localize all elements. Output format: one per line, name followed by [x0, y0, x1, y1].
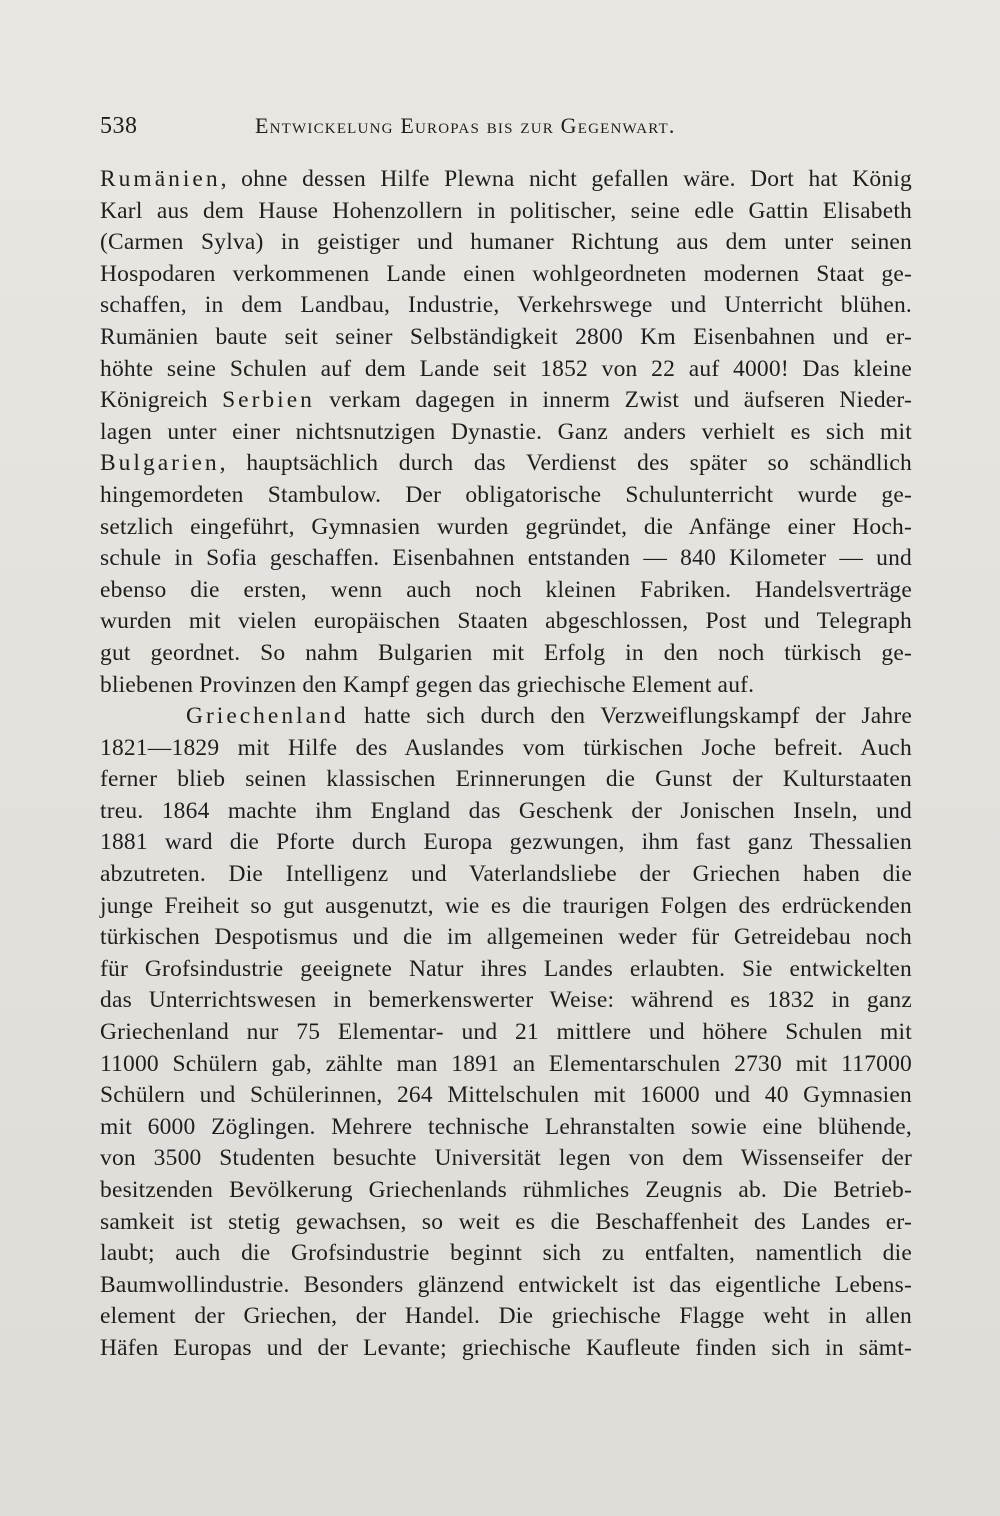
text-run: 1881 ward die Pforte durch Europa gezwungen, ihm fast ganz Thessalien	[100, 829, 912, 856]
text-run: Baumwollindustrie. Besonders glänzend entwickelt ist das eigentliche Lebens-	[100, 1271, 912, 1298]
text-run: Rumänien baute seit seiner Selbständigkeit 2800 Km Eisenbahnen und er-	[100, 323, 912, 350]
text-run: lagen unter einer nichtsnutzigen Dynastie. Ganz anders verhielt es sich mit	[100, 418, 912, 445]
text-run: 11000 Schülern gab, zählte man 1891 an Elementarschulen 2730 mit 117000	[100, 1050, 912, 1077]
text-run: gut geordnet. So nahm Bulgarien mit Erfolg in den noch türkisch ge-	[100, 639, 912, 666]
text-run: höhte seine Schulen auf dem Lande seit 1852 von 22 auf 4000! Das kleine	[100, 355, 912, 382]
text-run: schaffen, in dem Landbau, Industrie, Verkehrswege und Unterricht blühen.	[100, 292, 912, 319]
text-line	[100, 417, 912, 449]
emphasized-name: Bulgarien	[100, 450, 220, 477]
text-line	[100, 448, 912, 480]
text-run: Schülern und Schülerinnen, 264 Mittelschulen mit 16000 und 40 Gymnasien	[100, 1082, 912, 1109]
text-line	[100, 575, 912, 607]
text-run: abzutreten. Die Intelligenz und Vaterlandsliebe der Griechen haben die	[100, 861, 912, 888]
text-line	[100, 1080, 912, 1112]
text-line	[100, 1143, 912, 1175]
text-line	[100, 701, 912, 733]
text-run: element der Griechen, der Handel. Die griechische Flagge weht in allen	[100, 1303, 912, 1330]
text-run: ferner blieb seinen klassischen Erinnerungen die Gunst der Kulturstaaten	[100, 766, 912, 793]
text-line	[100, 1238, 912, 1270]
text-line	[100, 354, 912, 386]
text-line	[100, 543, 912, 575]
text-line	[100, 638, 912, 670]
text-run: für Grofsindustrie geeignete Natur ihres Landes erlaubten. Sie entwickelten	[100, 955, 912, 982]
text-line	[100, 322, 912, 354]
text-run: das Unterrichtswesen in bemerkenswerter Weise: während es 1832 in ganz	[100, 987, 912, 1014]
text-line	[100, 164, 912, 196]
text-line	[100, 670, 912, 702]
text-run: , ohne dessen Hilfe Plewna nicht gefallen wäre. Dort hat König	[220, 166, 912, 192]
text-line	[100, 512, 912, 544]
running-head	[100, 110, 910, 142]
text-run: Karl aus dem Hause Hohenzollern in politischer, seine edle Gattin Elisabeth	[100, 197, 912, 224]
text-run: treu. 1864 machte ihm England das Geschenk der Jonischen Inseln, und	[100, 797, 912, 824]
emphasized-name: Griechenland	[186, 703, 349, 730]
running-head-title: Entwickelung Europas bis zur Gegenwart.	[255, 113, 676, 138]
text-line	[100, 1333, 912, 1365]
text-run: schule in Sofia geschaffen. Eisenbahnen entstanden — 840 Kilometer — und	[100, 545, 912, 572]
text-line	[100, 1270, 912, 1302]
text-line	[100, 1112, 912, 1144]
text-line	[100, 1049, 912, 1081]
text-run: samkeit ist stetig gewachsen, so weit es die Beschaffenheit des Landes er-	[100, 1208, 912, 1235]
text-line	[100, 259, 912, 291]
text-run: Hospodaren verkommenen Lande einen wohlgeordneten modernen Staat ge-	[100, 260, 912, 287]
text-run: türkischen Despotismus und die im allgemeinen weder für Getreidebau noch	[100, 924, 912, 951]
text-line	[100, 859, 912, 891]
body-text	[100, 164, 912, 1365]
text-line	[100, 891, 912, 923]
text-line	[100, 227, 912, 259]
text-run: von 3500 Studenten besuchte Universität legen von dem Wissenseifer der	[100, 1145, 912, 1172]
text-line	[100, 827, 912, 859]
text-line	[100, 922, 912, 954]
text-line	[100, 733, 912, 765]
text-run: Häfen Europas und der Levante; griechische Kaufleute finden sich in sämt-	[100, 1334, 912, 1361]
text-run: mit 6000 Zöglingen. Mehrere technische Lehranstalten sowie eine blühende,	[100, 1113, 912, 1140]
text-run: junge Freiheit so gut ausgenutzt, wie es die traurigen Folgen des erdrückenden	[100, 892, 912, 919]
text-line	[100, 764, 912, 796]
text-line	[100, 606, 912, 638]
text-line	[100, 480, 912, 512]
text-line	[100, 985, 912, 1017]
text-run: wurden mit vielen europäischen Staaten abgeschlossen, Post und Telegraph	[100, 608, 912, 635]
text-line	[100, 1175, 912, 1207]
emphasized-name: Serbien	[222, 387, 315, 414]
text-line	[100, 796, 912, 828]
text-run: bliebenen Provinzen den Kampf gegen das griechische Element auf.	[100, 671, 755, 698]
text-run: ebenso die ersten, wenn auch noch kleinen Fabriken. Handelsverträge	[100, 576, 912, 603]
page-number: 538	[100, 113, 138, 139]
text-line	[100, 1207, 912, 1239]
emphasized-name: Rumänien	[100, 166, 221, 192]
text-line	[100, 1017, 912, 1049]
text-run: besitzenden Bevölkerung Griechenlands rühmliches Zeugnis ab. Die Betrieb-	[100, 1177, 912, 1203]
text-run: , hauptsächlich durch das Verdienst des später so schändlich	[219, 450, 912, 477]
text-run: 1821—1829 mit Hilfe des Auslandes vom türkischen Joche befreit. Auch	[100, 734, 912, 761]
text-run: Griechenland nur 75 Elementar- und 21 mittlere und höhere Schulen mit	[100, 1019, 912, 1046]
text-run: setzlich eingeführt, Gymnasien wurden gegründet, die Anfänge einer Hoch-	[100, 513, 912, 540]
text-line	[100, 1301, 912, 1333]
text-line	[100, 385, 912, 417]
text-run: hingemordeten Stambulow. Der obligatorische Schulunterricht wurde ge-	[100, 481, 912, 508]
text-line	[100, 196, 912, 228]
text-run: hatte sich durch den Verzweiflungskampf der Jahre	[348, 703, 912, 730]
text-line	[100, 290, 912, 322]
text-line	[100, 954, 912, 986]
text-run: laubt; auch die Grofsindustrie beginnt sich zu entfalten, namentlich die	[100, 1240, 912, 1267]
text-run: Königreich	[100, 387, 223, 414]
text-run: (Carmen Sylva) in geistiger und humaner Richtung aus dem unter seinen	[100, 229, 912, 256]
text-run: verkam dagegen in innerm Zwist und äufseren Nieder-	[314, 387, 912, 414]
